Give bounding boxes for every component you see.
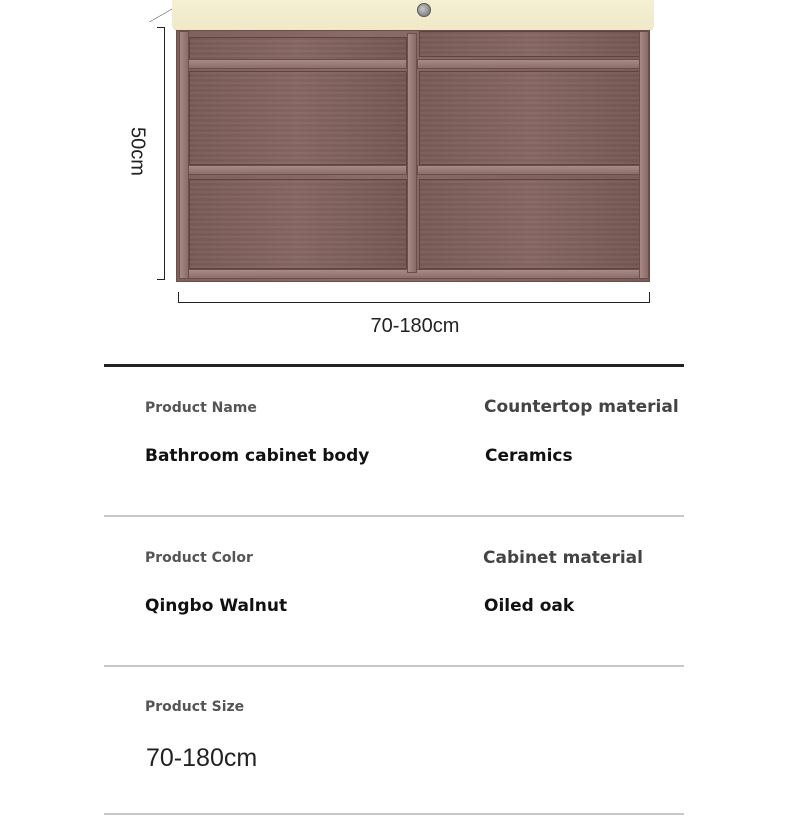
ceramic-countertop	[172, 0, 654, 32]
drawer-middle-left	[189, 71, 407, 165]
frame-rail-lower-right	[417, 165, 641, 175]
countertop-material-label: Countertop material	[484, 397, 679, 417]
height-dimension-label: 50cm	[126, 127, 149, 176]
product-size-label: Product Size	[145, 699, 245, 715]
product-image	[0, 0, 790, 345]
frame-post-center	[407, 33, 417, 273]
drawer-bottom-left	[189, 179, 407, 269]
spec-table-top-rule	[104, 364, 684, 367]
product-size-value: 70-180cm	[146, 744, 258, 772]
product-name-label: Product Name	[145, 400, 257, 416]
spec-row-divider	[104, 515, 684, 517]
drain-icon	[417, 3, 431, 17]
drawer-middle-right	[419, 71, 641, 165]
cabinet-body	[176, 30, 650, 282]
width-dimension-label: 70-180cm	[370, 315, 460, 337]
frame-post-right	[639, 31, 649, 279]
frame-post-left	[179, 31, 189, 279]
spec-table-bottom-rule	[104, 813, 684, 815]
spec-row-divider	[104, 665, 684, 667]
frame-rail-upper-left	[187, 59, 407, 69]
product-name-value: Bathroom cabinet body	[145, 446, 370, 466]
product-color-value: Qingbo Walnut	[145, 596, 288, 616]
countertop-material-value: Ceramics	[485, 446, 573, 466]
drawer-bottom-right	[419, 179, 641, 269]
cabinet-material-label: Cabinet material	[483, 548, 643, 568]
frame-rail-upper-right	[417, 59, 641, 69]
frame-rail-lower-left	[187, 165, 407, 175]
product-color-label: Product Color	[145, 550, 253, 566]
drawer-top-right	[419, 31, 641, 57]
cabinet-material-value: Oiled oak	[484, 596, 575, 616]
width-dimension-line	[178, 292, 650, 303]
height-dimension-line	[157, 27, 165, 280]
